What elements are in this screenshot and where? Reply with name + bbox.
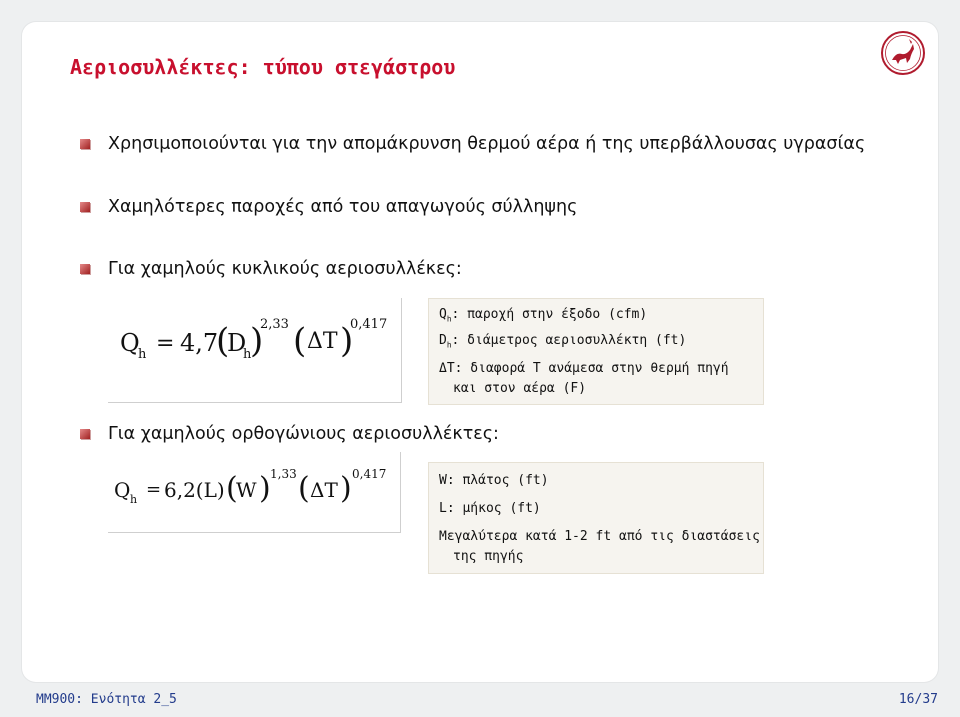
bullet-square-icon: [80, 202, 90, 212]
formula-lhs-sub: h: [138, 347, 147, 362]
bullet-text: Χαμηλότερες παροχές από του απαγωγούς σύλληψης: [108, 197, 578, 217]
bullet-item: [80, 197, 577, 217]
formula-exponent-2: 0,417: [350, 317, 388, 332]
formula-var-sub: h: [243, 347, 252, 362]
bullet-text: Για χαμηλούς ορθογώνιους αεριοσυλλέκτες:: [108, 424, 499, 444]
definition-line: της πηγής: [453, 549, 524, 564]
formula-equals: =: [156, 331, 175, 356]
definition-line: $Q_h$: παροχή στην έξοδο (cfm): [439, 307, 648, 324]
paren-open: (: [216, 321, 230, 361]
definition-line: $D_h$: διάμετρος αεριοσυλλέκτη (ft): [439, 333, 687, 350]
formula-delta-t: ΔT: [310, 478, 338, 502]
formula-coefficient: 4,7: [180, 329, 219, 357]
paren-close: ): [259, 471, 271, 506]
paren-open: (: [298, 471, 310, 506]
bullet-item: [80, 259, 462, 279]
formula-lhs: Q: [120, 329, 140, 357]
formula-equals: =: [146, 479, 162, 500]
paren-close: ): [250, 321, 264, 361]
definitions-box-2: [428, 462, 764, 574]
bullet-square-icon: [80, 264, 90, 274]
bullet-square-icon: [80, 429, 90, 439]
formula-coefficient: 6,2(L): [164, 478, 225, 502]
formula-exponent-1: 2,33: [260, 317, 289, 332]
definition-line: Μεγαλύτερα κατά 1-2 ft από τις διαστάσεις: [439, 529, 760, 544]
paren-close: ): [340, 471, 352, 506]
formula-exponent-2: 0,417: [352, 467, 387, 481]
bullet-square-icon: [80, 139, 90, 149]
formula-exponent-1: 1,33: [270, 467, 297, 481]
bullet-text: Για χαμηλούς κυκλικούς αεριοσυλλέκες:: [108, 259, 462, 279]
definition-line: W: πλάτος (ft): [439, 473, 549, 488]
definition-line: ΔT: διαφορά T ανάμεσα στην θερμή πηγή: [439, 361, 729, 376]
formula-delta-t: ΔT: [307, 329, 338, 354]
formula-lhs-sub: h: [130, 493, 138, 506]
paren-open: (: [226, 471, 238, 506]
formula-circular: [108, 298, 402, 403]
university-logo-icon: [880, 30, 926, 76]
formula-var: D: [227, 329, 247, 357]
paren-open: (: [293, 321, 307, 361]
footer-course: ΜΜ900: Ενότητα 2_5: [36, 692, 177, 707]
paren-close: ): [340, 321, 354, 361]
footer-page-number: 16/37: [898, 692, 938, 707]
definition-line: και στον αέρα (F): [453, 381, 587, 396]
formula-rectangular: [108, 452, 401, 533]
slide-title: Αεριοσυλλέκτες: τύπου στεγάστρου: [70, 55, 456, 79]
definitions-box-1: [428, 298, 764, 405]
bullet-item: [80, 134, 865, 154]
definition-line: L: μήκος (ft): [439, 501, 541, 516]
formula-var: W: [236, 478, 257, 502]
bullet-text: Χρησιμοποιούνται για την απομάκρυνση θερμού αέρα ή της υπερβάλλουσας υγρασίας: [108, 134, 866, 154]
formula-lhs: Q: [114, 478, 131, 502]
bullet-item: [80, 424, 499, 444]
